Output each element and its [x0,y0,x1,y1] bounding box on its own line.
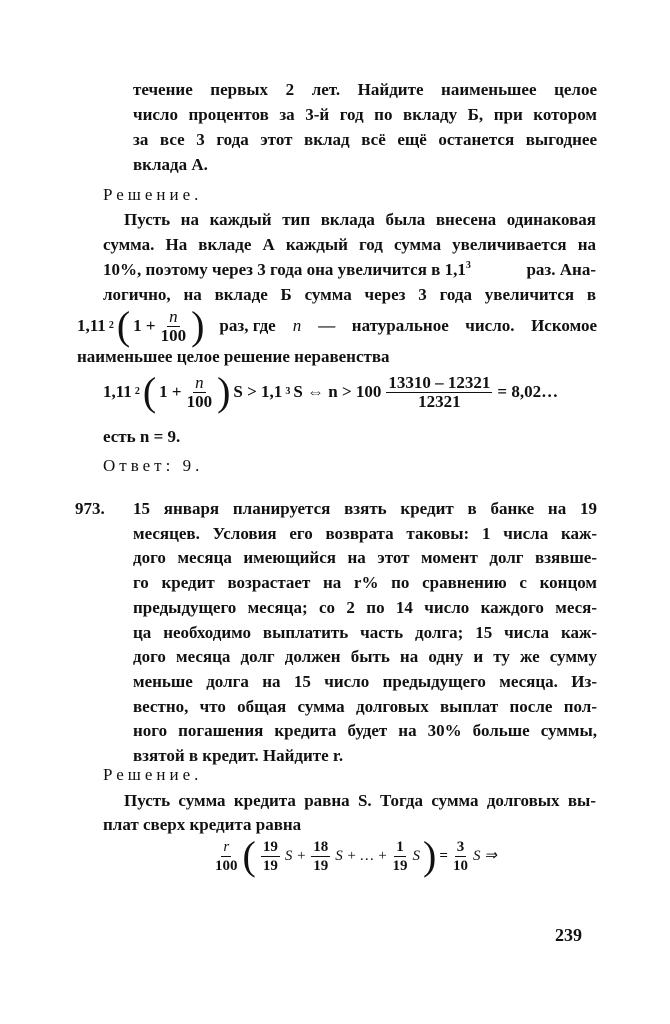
text-line: Пусть сумма кредита равна S. Тогда сумма долговых вы- [124,791,596,810]
problem-line: дого месяца имеющийся на этот момент долг взявше- [133,548,597,567]
intro-line: число процентов за 3-й год по вкладу Б, при котором [133,105,597,124]
text-line: логично, на вкладе Б сумма через 3 года увеличится в [103,285,596,304]
problem-line: предыдущего месяца; со 2 по 14 число каждого меся- [133,598,597,617]
problem-number: 973. [75,499,105,518]
problem-line: ного погашения кредита будет на 30% больше суммы, [133,721,597,740]
formula-line: 1,11 2 ( 1 + $\frac{n}{100}$ ) раз, где n — натуральное число. Искомое [77,303,597,348]
problem-line: меньше долга на 15 число предыдущего месяца. Из- [133,672,597,691]
problem-line: месяцев. Условия его возврата таковы: 1 числа каж- [133,524,597,543]
problem-line: 15 января планируется взять кредит в банке на 19 [133,499,597,518]
solution-heading: Решение. [103,185,203,204]
problem-line: го кредит возрастает на r% по сравнению с концом [133,573,597,592]
page-number: 239 [555,925,582,945]
text-fragment: 10%, поэтому через 3 года она увеличится в $1,1^3$ [103,260,471,279]
text-fragment: раз. Ана- [526,260,596,279]
text-line: плат сверх кредита равна [103,815,302,834]
intro-line: за все 3 года этот вклад всё ещё останется выгоднее [133,130,597,149]
problem-line: дого месяца долг должен быть на одну и ту же сумму [133,647,597,666]
inequality-formula: 1,11 2 ( 1 + $\frac{n}{100}$ ) S > 1,1 3 S ⇔ n > 100 $\frac{13310 - 12321}{12321}$ = 8,02… [103,369,559,414]
sum-formula: $\frac{r}{100}$ ( $\frac{19}{19}$ S + $\frac{18}{19}$ S + … + $\frac{1}{19}$ S ) = $\frac{3}{10}$ S ⇒ [215,833,497,878]
text-line [103,260,596,280]
solution-heading: Решение. [103,765,203,784]
conclusion: есть n = 9. [103,427,181,446]
text-line: сумма. На вкладе А каждый год сумма увеличивается на [103,235,596,254]
problem-line: ца необходимо выплатить часть долга; 15 числа каж- [133,623,597,642]
answer: Ответ: 9. [103,456,204,475]
problem-line: вестно, что общая сумма долговых выплат после пол- [133,697,597,716]
intro-line: вклада А. [133,155,208,174]
text-line: наименьшее целое решение неравенства [77,347,390,366]
problem-line: взятой в кредит. Найдите r. [133,746,344,765]
intro-line: течение первых 2 лет. Найдите наименьшее целое [133,80,597,99]
text-line: Пусть на каждый тип вклада была внесена одинаковая [124,210,596,229]
